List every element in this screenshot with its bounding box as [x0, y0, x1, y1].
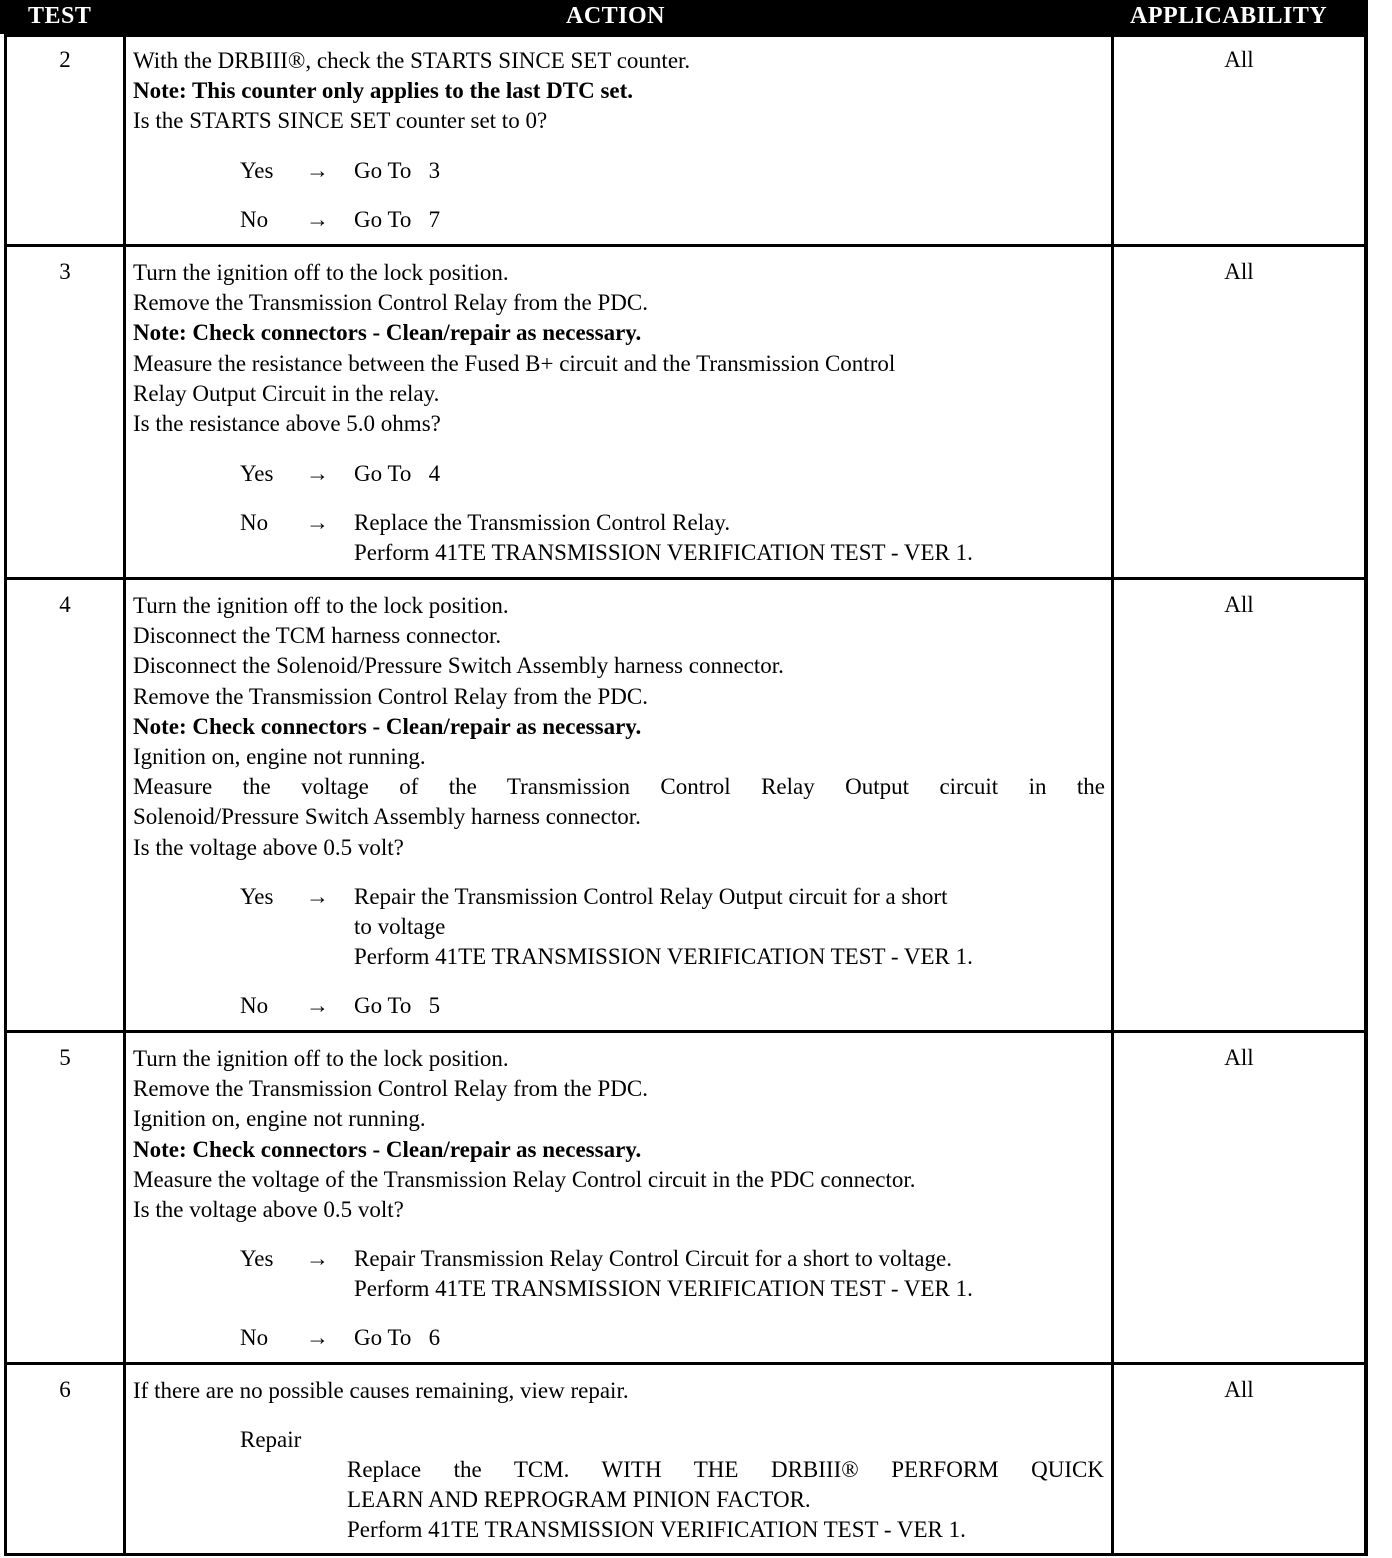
arrow-icon: → [306, 158, 329, 183]
action-line: Measure the voltage of the Transmission Control Relay Output circuit in the [133, 774, 1105, 800]
action-line: Ignition on, engine not running. [133, 744, 426, 770]
test-number: 3 [59, 259, 71, 284]
header-test: TEST [28, 3, 92, 29]
question-line: Is the resistance above 5.0 ohms? [133, 411, 441, 437]
right-border [1364, 34, 1368, 1556]
header-applicability: APPLICABILITY [1130, 3, 1328, 29]
action-line: Measure the voltage of the Transmission Relay Control circuit in the PDC connector. [133, 1166, 916, 1192]
no-result: Replace the Transmission Control Relay. [354, 510, 731, 535]
col-divider-action [1111, 34, 1114, 1556]
no-label: No [240, 207, 269, 232]
test-number: 6 [59, 1377, 71, 1402]
action-line: If there are no possible causes remaining, view repair. [133, 1378, 629, 1403]
applicability-value: All [1224, 592, 1254, 617]
yes-result-cont: to voltage [354, 914, 446, 939]
action-line: Ignition on, engine not running. [133, 1106, 426, 1132]
arrow-icon: → [306, 884, 329, 909]
applicability-value: All [1224, 47, 1254, 72]
arrow-icon: → [306, 461, 329, 486]
yes-label: Yes [240, 884, 274, 909]
action-line: Remove the Transmission Control Relay from the PDC. [133, 683, 648, 709]
repair-instructions [347, 1455, 1104, 1546]
yes-result: Go To 3 [354, 158, 441, 183]
row-divider [4, 1553, 1368, 1556]
yes-label: Yes [240, 461, 274, 486]
row-divider [4, 1030, 1368, 1033]
arrow-icon: → [306, 1325, 329, 1350]
action-line: Remove the Transmission Control Relay from the PDC. [133, 290, 648, 316]
action-line: With the DRBIII®, check the STARTS SINCE SET counter. [133, 48, 691, 73]
note-line: Note: Check connectors - Clean/repair as necessary. [133, 713, 642, 739]
action-line: Turn the ignition off to the lock position. [133, 1046, 509, 1071]
arrow-icon: → [306, 1246, 329, 1271]
yes-result-verify: Perform 41TE TRANSMISSION VERIFICATION TEST - VER 1. [354, 1276, 973, 1301]
action-text [133, 46, 1105, 137]
action-line: Turn the ignition off to the lock position. [133, 260, 509, 285]
applicability-value: All [1224, 259, 1254, 284]
arrow-icon: → [306, 510, 329, 535]
applicability-value: All [1224, 1045, 1254, 1070]
yes-result: Go To 4 [354, 461, 441, 486]
note-line: Note: Check connectors - Clean/repair as necessary. [133, 320, 642, 346]
action-text [133, 258, 1105, 439]
no-result: Go To 7 [354, 207, 441, 232]
row-divider [4, 244, 1368, 247]
action-line: Disconnect the Solenoid/Pressure Switch Assembly harness connector. [133, 653, 784, 679]
arrow-icon: → [306, 207, 329, 232]
action-line: Solenoid/Pressure Switch Assembly harness connector. [133, 804, 641, 830]
no-result: Go To 6 [354, 1325, 441, 1350]
row-divider [4, 577, 1368, 580]
no-label: No [240, 993, 269, 1018]
no-label: No [240, 510, 269, 535]
row-divider [4, 1362, 1368, 1365]
yes-result: Repair Transmission Relay Control Circuit for a short to voltage. [354, 1246, 952, 1271]
question-line: Is the STARTS SINCE SET counter set to 0? [133, 108, 548, 134]
test-number: 4 [59, 592, 71, 617]
action-line: Disconnect the TCM harness connector. [133, 623, 502, 649]
no-result-verify: Perform 41TE TRANSMISSION VERIFICATION TEST - VER 1. [354, 540, 973, 565]
action-text [133, 1376, 1105, 1406]
note-line: Note: Check connectors - Clean/repair as necessary. [133, 1136, 642, 1162]
test-number: 5 [59, 1045, 71, 1070]
yes-result: Repair the Transmission Control Relay Output circuit for a short [354, 884, 948, 909]
repair-line: LEARN AND REPROGRAM PINION FACTOR. [347, 1487, 811, 1513]
repair-label: Repair [240, 1427, 302, 1452]
yes-label: Yes [240, 158, 274, 183]
repair-line: Perform 41TE TRANSMISSION VERIFICATION TEST - VER 1. [347, 1517, 966, 1543]
no-label: No [240, 1325, 269, 1350]
note-line: Note: This counter only applies to the last DTC set. [133, 78, 634, 104]
applicability-value: All [1224, 1377, 1254, 1402]
no-result: Go To 5 [354, 993, 441, 1018]
yes-label: Yes [240, 1246, 274, 1271]
yes-result-verify: Perform 41TE TRANSMISSION VERIFICATION TEST - VER 1. [354, 944, 973, 969]
action-text [133, 1044, 1105, 1225]
question-line: Is the voltage above 0.5 volt? [133, 1197, 404, 1223]
action-text [133, 591, 1105, 863]
action-line: Remove the Transmission Control Relay from the PDC. [133, 1076, 648, 1102]
test-number: 2 [59, 47, 71, 72]
question-line: Is the voltage above 0.5 volt? [133, 834, 404, 860]
header-action: ACTION [566, 3, 666, 29]
action-line: Measure the resistance between the Fused B+ circuit and the Transmission Control [133, 350, 896, 376]
action-line: Turn the ignition off to the lock position. [133, 593, 509, 618]
row-divider [4, 34, 1368, 37]
arrow-icon: → [306, 993, 329, 1018]
repair-line: Replace the TCM. WITH THE DRBIII® PERFORM QUICK [347, 1457, 1104, 1482]
action-line: Relay Output Circuit in the relay. [133, 380, 440, 406]
